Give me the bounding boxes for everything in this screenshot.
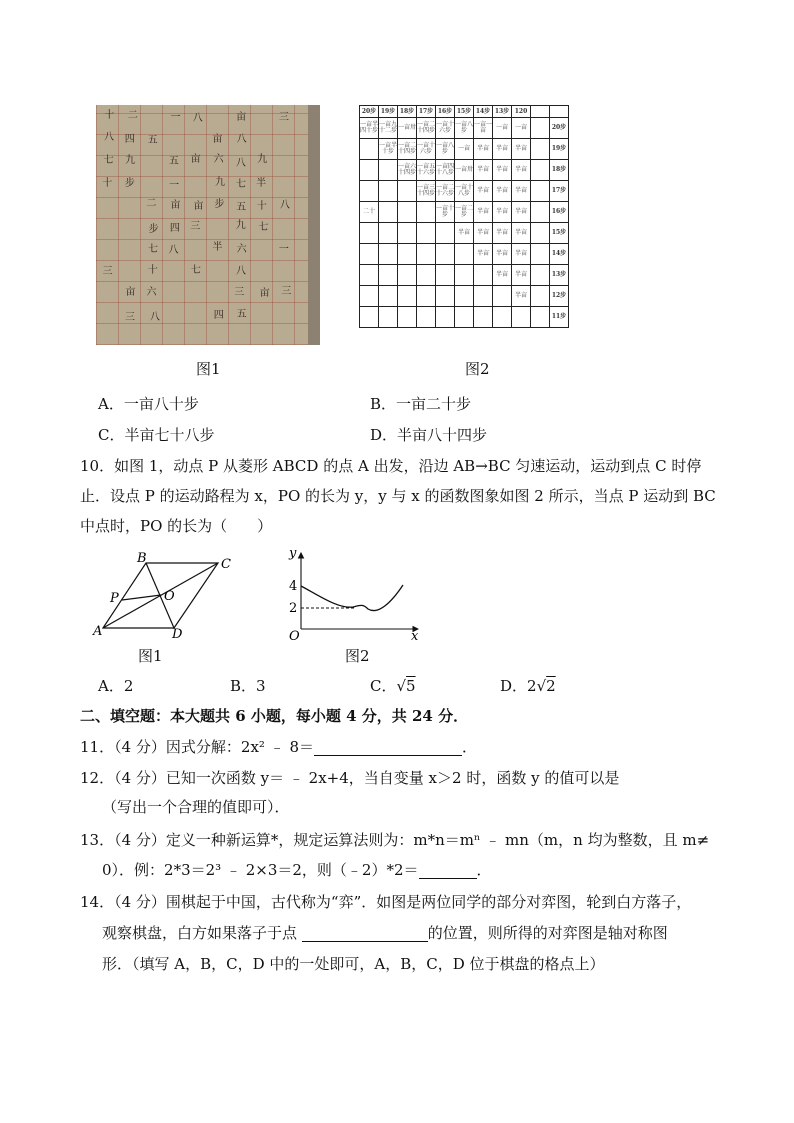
table-cell <box>379 286 398 307</box>
label-b: B <box>137 551 147 566</box>
table-cell: 一亩卅 <box>398 118 417 139</box>
table-row-header: 12步 <box>550 286 569 307</box>
q10-option-c-radicand: 5 <box>406 677 416 695</box>
q10-option-c <box>370 675 416 696</box>
table-cell: 一亩三十四步 <box>417 181 436 202</box>
table-cell <box>436 223 455 244</box>
q9-option-b: B．一亩二十步 <box>370 395 472 413</box>
q9-option-d: D．半亩八十四步 <box>370 426 488 444</box>
photo-glyph: 七 <box>235 178 246 190</box>
table-cell <box>379 223 398 244</box>
table-cell <box>531 265 550 286</box>
photo-glyph: 四 <box>213 309 224 321</box>
photo-glyph: 八 <box>235 157 246 169</box>
table-row-header: 13步 <box>550 265 569 286</box>
fig1-caption: 图1 <box>196 360 221 378</box>
table-cell <box>398 307 417 328</box>
table-row-header: 19步 <box>550 139 569 160</box>
table-cell: 半亩 <box>512 223 531 244</box>
q10-fig2-caption: 图2 <box>345 647 370 665</box>
table-cell: 半亩 <box>512 244 531 265</box>
table-cell: 一亩半四十步 <box>360 118 379 139</box>
table-cell: 半亩 <box>512 286 531 307</box>
table-cell <box>531 160 550 181</box>
photo-glyph: 半 <box>212 242 223 254</box>
table-row-header: 18步 <box>550 160 569 181</box>
q14-line2-text-b: 的位置，则所得的对弈图是轴对称图 <box>427 924 668 942</box>
table-cell: 一亩半十步 <box>379 139 398 160</box>
photo-glyph: 三 <box>281 286 292 298</box>
table-cell <box>417 265 436 286</box>
table-cell: 一亩一亩 <box>474 118 493 139</box>
q14-line3: 形．（填写 A，B，C，D 中的一处即可，A，B，C，D 位于棋盘的格点上） <box>102 955 605 973</box>
q14-line1: 14．（4 分）围棋起于中国，古代称为“弈”．如图是两位同学的部分对弈图，轮到白方落子， <box>80 893 692 911</box>
table-row <box>360 244 569 265</box>
table-row <box>360 223 569 244</box>
table-cell: 半亩 <box>493 181 512 202</box>
table-cell <box>360 244 379 265</box>
q11-text: 11．（4 分）因式分解：2x² ﹣ 8＝ <box>80 738 314 756</box>
photo-glyph: 亩 <box>125 287 136 299</box>
table-row <box>360 181 569 202</box>
table-row <box>360 265 569 286</box>
photo-glyph: 二 <box>127 110 138 122</box>
table-cell <box>360 307 379 328</box>
table-cell <box>436 244 455 265</box>
table-row <box>360 307 569 328</box>
table-cell <box>398 223 417 244</box>
table-cell: 二十 <box>360 202 379 223</box>
photo-glyph: 五 <box>236 201 247 213</box>
photo-glyph: 九 <box>257 154 268 166</box>
table-cell <box>360 286 379 307</box>
q14-answer-blank[interactable] <box>302 925 428 942</box>
table-cell: 半亩 <box>493 265 512 286</box>
photo-glyph: 亩 <box>212 133 223 145</box>
table-cell <box>360 223 379 244</box>
photo-glyph: 八 <box>236 133 247 145</box>
table-cell <box>360 265 379 286</box>
table-row <box>360 202 569 223</box>
table-cell <box>493 286 512 307</box>
table-cell <box>474 265 493 286</box>
table-cell: 一亩 <box>455 139 474 160</box>
q13-line2 <box>102 860 492 880</box>
photo-glyph: 三 <box>234 287 245 299</box>
section-2-heading: 二、填空题：本大题共 6 小题，每小题 4 分，共 24 分． <box>80 707 469 725</box>
table-row-header: 15步 <box>550 223 569 244</box>
table-cell: 半亩 <box>512 265 531 286</box>
photo-glyph: 三 <box>124 311 135 323</box>
table-cell: 一亩四十八步 <box>436 160 455 181</box>
table-cell <box>531 139 550 160</box>
table-cell: 一亩卅 <box>455 160 474 181</box>
table-cell: 一亩十六步 <box>417 139 436 160</box>
photo-glyph: 八 <box>236 265 246 277</box>
q12-line2: （写出一个合理的值即可）． <box>102 798 290 816</box>
table-cell <box>436 265 455 286</box>
q10-option-b: B．3 <box>230 677 266 695</box>
table-cell <box>531 118 550 139</box>
photo-glyph: 步 <box>214 199 225 211</box>
q10-option-c-label: C． <box>370 677 397 695</box>
q10-option-a: A．2 <box>98 677 134 695</box>
table-header-cell <box>531 106 550 118</box>
label-a: A <box>93 624 103 639</box>
table-cell <box>455 286 474 307</box>
photo-glyph: 亩 <box>190 154 201 166</box>
table-cell <box>531 202 550 223</box>
table-row <box>360 286 569 307</box>
table-cell <box>398 286 417 307</box>
table-header-row <box>360 106 569 118</box>
photo-glyph: 半 <box>256 177 267 189</box>
photo-glyph: 十 <box>147 265 158 277</box>
photo-glyph: 七 <box>190 265 201 277</box>
photo-glyph: 八 <box>279 200 290 212</box>
table-cell: 一亩十八步 <box>455 181 474 202</box>
table-cell <box>417 307 436 328</box>
photo-glyph: 九 <box>125 154 136 166</box>
table-cell <box>379 265 398 286</box>
curve <box>301 585 403 611</box>
table-cell <box>531 181 550 202</box>
q10-option-d-label: D．2 <box>500 677 537 695</box>
q10-line1: 10．如图 1，动点 P 从菱形 ABCD 的点 A 出发，沿边 AB→BC 匀速运动，运动到点 C 时停 <box>80 457 702 475</box>
q9-option-c: C．半亩七十八步 <box>98 426 215 444</box>
q11 <box>80 737 477 757</box>
photo-glyph: 八 <box>104 132 115 144</box>
photo-glyph: 七 <box>147 243 158 255</box>
table-row <box>360 139 569 160</box>
photo-glyph: 六 <box>213 154 224 166</box>
q10-line3: 中点时，PO 的长为（ ） <box>80 517 273 535</box>
photo-glyph: 十 <box>102 177 113 189</box>
photo-glyph: 八 <box>192 112 203 124</box>
fig2-caption: 图2 <box>465 360 490 378</box>
table-cell: 一亩八步 <box>436 139 455 160</box>
photo-glyph: 七 <box>258 221 269 233</box>
q13-answer-blank[interactable] <box>419 862 477 879</box>
table-cell: 半亩 <box>512 181 531 202</box>
photo-glyph: 亩 <box>193 201 204 213</box>
graph-origin: O <box>289 629 300 643</box>
table-cell: 一亩二十六步 <box>436 181 455 202</box>
table-cell <box>531 223 550 244</box>
q9-option-a: A．一亩八十步 <box>98 395 199 413</box>
table-cell <box>436 307 455 328</box>
photo-glyph: 八 <box>168 245 179 257</box>
table-cell: 一亩八步 <box>455 118 474 139</box>
table-header-cell: 20步 <box>360 106 379 118</box>
table-header-cell: 16步 <box>436 106 455 118</box>
table-cell <box>379 181 398 202</box>
table-cell: 一亩二十四步 <box>398 139 417 160</box>
photo-glyph: 亩 <box>259 288 270 300</box>
photo-glyph: 五 <box>236 308 247 320</box>
table-cell: 一亩二十四步 <box>417 118 436 139</box>
function-graph <box>283 543 428 643</box>
table-row-header: 20步 <box>550 118 569 139</box>
table-cell <box>474 286 493 307</box>
photo-glyph: 九 <box>214 177 225 189</box>
table-header-cell: 15步 <box>455 106 474 118</box>
table-cell <box>455 265 474 286</box>
photo-glyph: 步 <box>148 223 159 235</box>
photo-glyph: 七 <box>103 155 114 167</box>
photo-glyph: 三 <box>102 266 113 278</box>
photo-glyph: 六 <box>236 243 247 255</box>
graph-label-x: x <box>411 629 419 643</box>
photo-glyph: 四 <box>124 133 135 145</box>
photo-glyph: 五 <box>168 155 179 167</box>
photo-glyph: 三 <box>279 111 289 123</box>
table-cell: 半亩 <box>493 160 512 181</box>
photo-glyph: 亩 <box>236 111 247 123</box>
table-cell <box>398 244 417 265</box>
table-cell <box>398 181 417 202</box>
table-cell <box>455 307 474 328</box>
table-row-header: 17步 <box>550 181 569 202</box>
table-cell: 半亩 <box>474 160 493 181</box>
photo-glyph: 步 <box>124 178 135 190</box>
table-cell <box>512 307 531 328</box>
table-cell: 半亩 <box>474 139 493 160</box>
table-cell <box>474 307 493 328</box>
table-cell: 半亩 <box>493 139 512 160</box>
photo-glyph: 二 <box>146 198 157 210</box>
sqrt-sign: √ <box>396 677 407 695</box>
table-cell <box>360 160 379 181</box>
photo-glyph: 九 <box>235 220 246 232</box>
table-cell <box>379 307 398 328</box>
q10-option-d-radicand: 2 <box>546 677 556 695</box>
label-d: D <box>172 627 183 640</box>
table-cell: 半亩 <box>474 181 493 202</box>
photo-glyph: 八 <box>149 311 160 323</box>
table-cell <box>531 286 550 307</box>
label-p: P <box>110 591 119 606</box>
table-cell <box>417 223 436 244</box>
table-cell <box>417 286 436 307</box>
graph-tick-2: 2 <box>289 601 298 616</box>
q11-answer-blank[interactable] <box>314 739 462 756</box>
sqrt-sign: √ <box>536 677 547 695</box>
photo-glyph: 十 <box>256 200 267 212</box>
table-cell: 半亩 <box>474 244 493 265</box>
table-cell: 一亩十六步 <box>436 118 455 139</box>
table-cell: 半亩 <box>512 160 531 181</box>
table-header-cell: 17步 <box>417 106 436 118</box>
table-cell <box>417 244 436 265</box>
table-cell <box>360 181 379 202</box>
photo-glyph: 一 <box>278 243 289 255</box>
table-cell: 半亩 <box>474 223 493 244</box>
table-cell: 半亩 <box>455 223 474 244</box>
photo-glyph: 六 <box>146 287 157 299</box>
photo-glyph: 亩 <box>170 199 181 211</box>
table-cell: 半亩 <box>493 244 512 265</box>
table-cell: 一亩五十六步 <box>417 160 436 181</box>
q10-line2: 止．设点 P 的运动路程为 x，PO 的长为 y，y 与 x 的函数图象如图 2 所示，当点 P 运动到 BC <box>80 487 716 505</box>
table-cell <box>398 265 417 286</box>
table-cell: 一亩二步 <box>455 202 474 223</box>
table-row-header: 11步 <box>550 307 569 328</box>
q14-line2 <box>102 923 668 943</box>
photo-glyph: 一 <box>169 179 180 191</box>
table-header-cell: 14步 <box>474 106 493 118</box>
table-row-header: 14步 <box>550 244 569 265</box>
rhombus-figure <box>88 550 248 640</box>
segment-po <box>122 595 161 600</box>
table-cell <box>360 139 379 160</box>
table-row <box>360 160 569 181</box>
q13-line2-text: 0）．例：2*3＝2³ ﹣ 2×3＝2，则（﹣2）*2＝ <box>102 861 419 879</box>
table-cell: 一亩六十四步 <box>398 160 417 181</box>
table-cell: 半亩 <box>493 202 512 223</box>
table-cell <box>531 244 550 265</box>
table-cell <box>379 160 398 181</box>
table-cell <box>455 244 474 265</box>
ancient-table-photo <box>96 105 320 345</box>
table-cell: 一亩九十二步 <box>379 118 398 139</box>
graph-label-y: y <box>289 546 297 561</box>
table-cell: 半亩 <box>512 202 531 223</box>
photo-glyph: 五 <box>147 135 158 147</box>
table-header-cell: 19步 <box>379 106 398 118</box>
table-cell <box>493 307 512 328</box>
table-header-cell: 18步 <box>398 106 417 118</box>
q13-line1: 13．（4 分）定义一种新运算*，规定运算法则为：m*n＝mⁿ ﹣ mn（m，n 均为整数，且 m≠ <box>80 831 710 849</box>
table-header-cell: 13步 <box>493 106 512 118</box>
area-table <box>359 105 569 328</box>
table-row-header: 16步 <box>550 202 569 223</box>
table-cell: 一亩 <box>493 118 512 139</box>
table-cell: 半亩 <box>474 202 493 223</box>
q11-end: ． <box>462 738 478 756</box>
table-cell: 半亩 <box>512 139 531 160</box>
table-row <box>360 118 569 139</box>
table-cell: 一亩十步 <box>436 202 455 223</box>
table-cell <box>531 307 550 328</box>
table-cell <box>417 202 436 223</box>
q13-end: ． <box>476 861 492 879</box>
table-cell <box>436 286 455 307</box>
label-c: C <box>221 557 231 572</box>
table-header-cell <box>550 106 569 118</box>
q10-fig1-caption: 图1 <box>138 647 163 665</box>
q12-line1: 12．（4 分）已知一次函数 y＝ ﹣ 2x+4，当自变量 x＞2 时，函数 y 的值可以是 <box>80 769 620 787</box>
table-cell: 半亩 <box>493 223 512 244</box>
photo-glyph: 一 <box>170 112 181 124</box>
photo-glyph: 三 <box>190 221 201 233</box>
q14-line2-text-a: 观察棋盘，白方如果落子于点 <box>102 924 298 942</box>
table-cell: 一亩 <box>512 118 531 139</box>
table-cell <box>398 202 417 223</box>
q10-option-d <box>500 675 556 696</box>
table-cell <box>379 202 398 223</box>
graph-tick-4: 4 <box>289 579 298 594</box>
photo-glyph: 四 <box>169 223 180 235</box>
table-header-cell: 120 <box>512 106 531 118</box>
label-o: O <box>164 589 175 604</box>
table-cell <box>379 244 398 265</box>
photo-glyph: 十 <box>104 110 115 122</box>
